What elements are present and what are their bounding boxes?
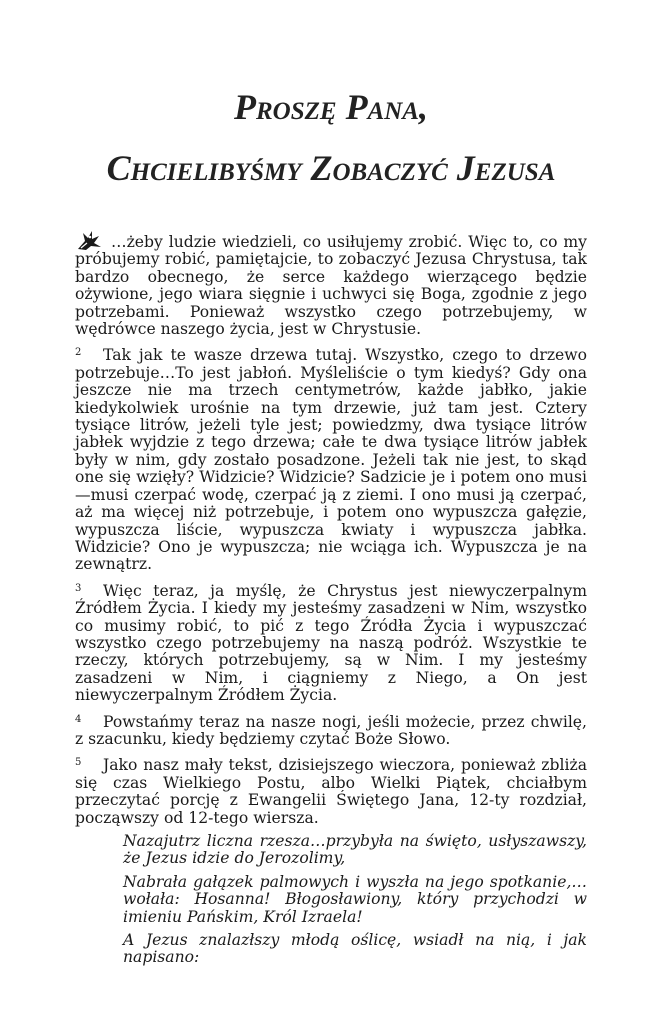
paragraph-1 — [75, 229, 587, 338]
paragraph-text: Więc teraz, ja myślę, że Chrystus jest niewyczerpalnym Źródłem Życia. I kiedy my jesteśmy zasadzeni w Nim, wszystko co musimy robić, to pić z tego Źródła Życia i wypuszczać wszystko czego potrzebujemy na naszą podróż. Wszystkie te rzeczy, których potrzebujemy, są w Nim. I my jesteśmy zasadzeni w Nim, i ciągniemy z Niego, a On jest niewyczerpalnym Źródłem Życia. — [75, 581, 587, 705]
document-page — [75, 0, 587, 973]
paragraph-text: Tak jak te wasze drzewa tutaj. Wszystko, czego to drzewo potrzebuje…To jest jabłoń. Myśleliście o tym kiedyś? Gdy ona jeszcze nie ma trzech centymetrów, każde jabłko, jakie kiedykolwiek urośnie na tym drzewie, już tam jest. Cztery tysiące litrów, jeżeli tyle jest; powiedzmy, dwa tysiące litrów jabłek wyjdzie z tego drzewa; całe te dwa tysiące litrów jabłek były w nim, gdy zostało posadzone. Jeżeli tak nie jest, to skąd one się wzięły? Widzicie? Widzicie? Sadzicie je i potem ono musi—musi czerpać wodę, czerpać ją z ziemi. I ono musi ją czerpać, aż ma więcej niż potrzebuje, i potem ono wypuszcza gałęzie, wypuszcza liście, wypuszcza kwiaty i wypuszcza jabłka. Widzicie? Ono je wypuszcza; nie wciąga ich. Wypuszcza je na zewnątrz. — [75, 346, 587, 574]
paragraph-text: Powstańmy teraz na nasze nogi, jeśli możecie, przez chwilę, z szacunku, kiedy będziemy czytać Boże Słowo. — [75, 712, 587, 748]
page-title-line-2: Chcielibyśmy Zobaczyć Jezusa — [106, 148, 556, 188]
paragraph-number: 5 — [75, 757, 82, 769]
scripture-verse-2: Nabrała gałązek palmowych i wyszła na jego spotkanie,…wołała: Hosanna! Błogosławiony, który przychodzi w imieniu Pańskim, Król Izraela! — [123, 872, 587, 926]
page-title-line-1: Proszę Pana, — [234, 87, 428, 127]
paragraph-4 — [75, 711, 587, 749]
paragraph-number: 2 — [75, 347, 82, 359]
scripture-verse-3: A Jezus znalazłszy młodą oślicę, wsiadł na nią, i jak napisano: — [123, 931, 587, 967]
scripture-verse-1: Nazajutrz liczna rzesza…przybyła na święto, usłyszawszy, że Jezus idzie do Jerozolimy, — [123, 832, 587, 868]
document-body — [75, 229, 587, 967]
bird-logo-icon — [75, 229, 103, 251]
paragraph-text: Jako nasz mały tekst, dzisiejszego wieczora, ponieważ zbliża się czas Wielkiego Postu, albo Wielki Piątek, chciałbym przeczytać porcję z Ewangelii Świętego Jana, 12-ty rozdział, począwszy od 12-tego wiersza. — [75, 756, 587, 827]
paragraph-text: …żeby ludzie wiedzieli, co usiłujemy zrobić. Więc to, co my próbujemy robić, pamiętajcie, to zobaczyć Jezusa Chrystusa, tak bardzo obecnego, że serce każdego wierzącego będzie ożywione, jego wiara sięgnie i uchwyci się Boga, zgodnie z jego potrzebami. Ponieważ wszystko czego potrzebujemy, w wędrówce naszego życia, jest w Chrystusie. — [75, 233, 587, 339]
paragraph-5 — [75, 754, 587, 827]
paragraph-number: 3 — [75, 582, 82, 594]
paragraph-2 — [75, 344, 587, 573]
paragraph-3 — [75, 580, 587, 705]
paragraph-number: 4 — [75, 713, 82, 725]
